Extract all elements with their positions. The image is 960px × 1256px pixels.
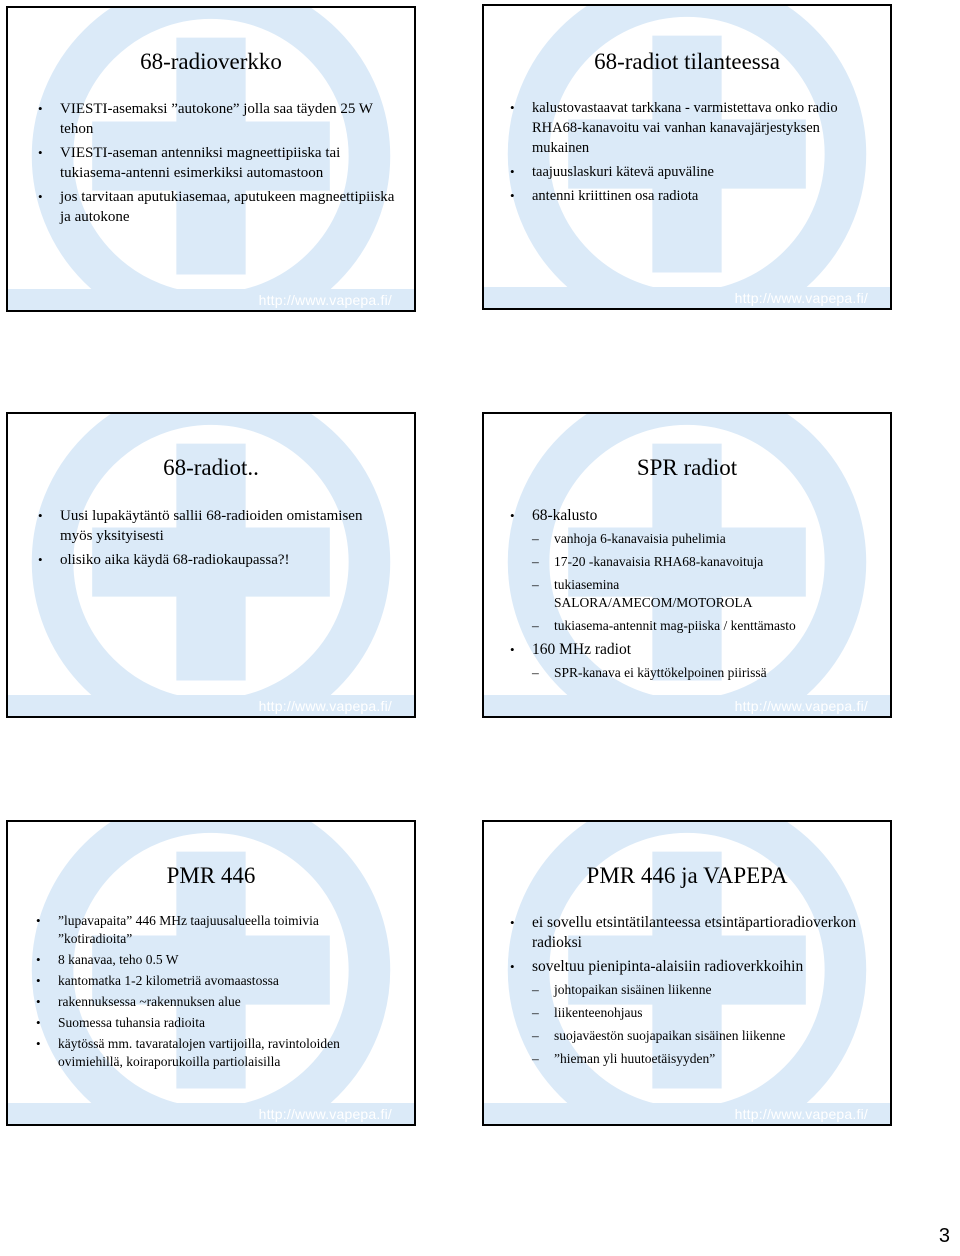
slide-spr-radiot (482, 412, 892, 718)
bullet-item: • rakennuksessa ~rakennuksen alue (36, 993, 396, 1011)
footer-url[interactable]: http://www.vapepa.fi/ (258, 698, 392, 714)
bullet-item (510, 913, 872, 953)
slide-title: PMR 446 (166, 863, 256, 888)
sub-bullet-list (532, 664, 872, 682)
bullet-item: • kantomatka 1-2 kilometriä avomaastossa (36, 972, 396, 990)
bullet-list (510, 98, 872, 210)
bullet-item: • jos tarvitaan aputukiasemaa, aputukeen magneettipiiska ja autokone (38, 187, 396, 227)
slide-title: 68-radiot.. (163, 455, 259, 480)
bullet-item (510, 640, 872, 682)
slide-68-radioverkko (6, 6, 416, 312)
slide-footer (8, 289, 414, 310)
bullet-item: • Suomessa tuhansia radioita (36, 1014, 396, 1032)
bullet-item: • olisiko aika käydä 68-radiokaupassa?! (38, 550, 396, 570)
bullet-item (510, 506, 872, 635)
sub-bullet-list (532, 981, 872, 1068)
bullet-list (38, 506, 396, 574)
sub-bullet-item: – ”hieman yli huutoetäisyyden” (532, 1050, 872, 1068)
footer-url[interactable]: http://www.vapepa.fi/ (734, 290, 868, 306)
slide-title: 68-radioverkko (140, 49, 282, 74)
slide-footer (8, 695, 414, 716)
bullet-list (38, 99, 396, 231)
bullet-item: • Uusi lupakäytäntö sallii 68-radioiden omistamisen myös yksityisesti (38, 506, 396, 546)
bullet-list (36, 912, 396, 1074)
slide-title: PMR 446 ja VAPEPA (586, 863, 788, 888)
sub-bullet-item: – johtopaikan sisäinen liikenne (532, 981, 872, 999)
sub-bullet-item: – suojaväestön suojapaikan sisäinen liikenne (532, 1027, 872, 1045)
slide-68-radiot-tilanteessa (482, 4, 892, 310)
slide-68-radiot (6, 412, 416, 718)
slide-footer (484, 695, 890, 716)
sub-bullet-item: – liikenteenohjaus (532, 1004, 872, 1022)
sub-bullet-item: – tukiasemina SALORA/AMECOM/MOTOROLA (532, 576, 872, 612)
footer-url[interactable]: http://www.vapepa.fi/ (258, 1106, 392, 1122)
bullet-item (510, 957, 872, 1068)
footer-url[interactable]: http://www.vapepa.fi/ (734, 698, 868, 714)
bullet-item: • VIESTI-aseman antenniksi magneettipiiska tai tukiasema-antenni esimerkiksi automastoon (38, 143, 396, 183)
bullet-list (510, 913, 872, 1073)
sub-bullet-item: – tukiasema-antennit mag-piiska / kenttämasto (532, 617, 872, 635)
slide-footer (8, 1103, 414, 1124)
bullet-item: • 8 kanavaa, teho 0.5 W (36, 951, 396, 969)
bullet-item: • ”lupavapaita” 446 MHz taajuusalueella toimivia ”kotiradioita” (36, 912, 396, 948)
bullet-text: 160 MHz radiot (532, 641, 632, 658)
slide-footer (484, 1103, 890, 1124)
bullet-item: • antenni kriittinen osa radiota (510, 186, 872, 206)
page-number: 3 (938, 1225, 950, 1247)
bullet-item: • taajuuslaskuri kätevä apuväline (510, 162, 872, 182)
sub-bullet-item: – SPR-kanava ei käyttökelpoinen piirissä (532, 664, 872, 682)
slide-pmr-446-ja-vapepa (482, 820, 892, 1126)
bullet-list (510, 506, 872, 687)
sub-bullet-list (532, 530, 872, 635)
sub-bullet-item: – 17-20 -kanavaisia RHA68-kanavoituja (532, 553, 872, 571)
footer-url[interactable]: http://www.vapepa.fi/ (734, 1106, 868, 1122)
slide-title: SPR radiot (636, 455, 738, 480)
sub-bullet-item: – vanhoja 6-kanavaisia puhelimia (532, 530, 872, 548)
footer-url[interactable]: http://www.vapepa.fi/ (258, 292, 392, 308)
bullet-text: 68-kalusto (532, 507, 598, 524)
bullet-text: ei sovellu etsintätilanteessa etsintäpartioradioverkon radioksi (532, 914, 857, 951)
bullet-item: • käytössä mm. tavaratalojen vartijoilla, ravintoloiden ovimiehillä, koiraporukoilla partiolaisilla (36, 1035, 396, 1071)
slide-pmr-446 (6, 820, 416, 1126)
bullet-item: • VIESTI-asemaksi ”autokone” jolla saa täyden 25 W tehon (38, 99, 396, 139)
bullet-item: • kalustovastaavat tarkkana - varmistettava onko radio RHA68-kanavoitu vai vanhan kanavajärjestyksen mukainen (510, 98, 872, 158)
slide-title: 68-radiot tilanteessa (594, 49, 780, 74)
slide-footer (484, 287, 890, 308)
bullet-text: soveltuu pienipinta-alaisiin radioverkkoihin (532, 958, 804, 975)
